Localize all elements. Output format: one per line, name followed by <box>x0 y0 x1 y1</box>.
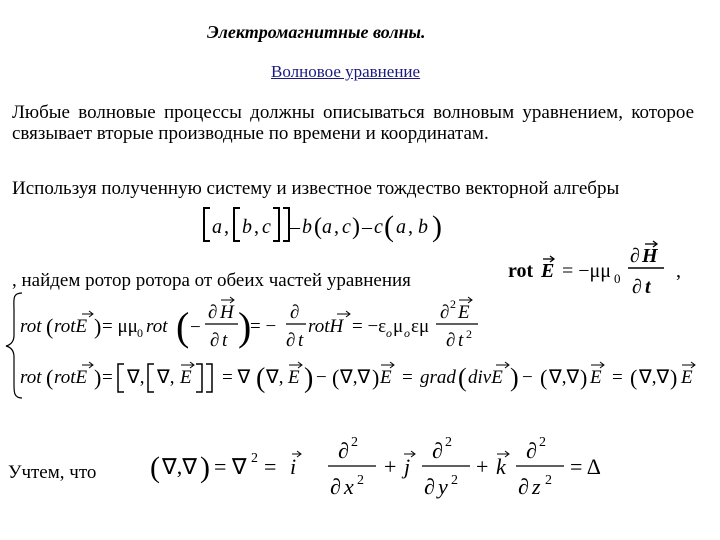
svg-text:rot: rot <box>20 367 42 388</box>
svg-text:=: = <box>102 367 113 388</box>
svg-text:E: E <box>180 367 192 388</box>
svg-text:∂: ∂ <box>338 438 349 463</box>
svg-text:(: ( <box>458 363 467 392</box>
svg-text:∂: ∂ <box>526 438 537 463</box>
svg-text:∂: ∂ <box>290 302 300 323</box>
svg-text:∇,∇: ∇,∇ <box>162 454 197 479</box>
svg-text:(: ( <box>176 304 190 349</box>
rot-rot-equation-1 <box>20 297 478 351</box>
svg-text:= ∇: = ∇ <box>214 454 247 479</box>
svg-text:rot: rot <box>20 316 42 337</box>
svg-text:): ) <box>94 365 102 390</box>
svg-text:i: i <box>290 454 297 479</box>
slide-title: Электромагнитные волны. <box>207 22 426 42</box>
svg-text:a: a <box>396 216 406 238</box>
svg-text:c: c <box>262 216 271 238</box>
svg-text:): ) <box>580 365 588 390</box>
svg-text:,: , <box>676 260 681 282</box>
svg-text:E: E <box>380 367 392 388</box>
svg-text:∂: ∂ <box>424 474 435 499</box>
svg-text:2: 2 <box>450 297 456 311</box>
svg-text:∇,∇: ∇,∇ <box>549 367 580 388</box>
svg-text:(: ( <box>46 314 54 339</box>
svg-text:2: 2 <box>351 435 358 450</box>
svg-text:2: 2 <box>466 327 472 341</box>
svg-text:= μμ: = μμ <box>102 316 138 337</box>
paragraph-vector-identity: Используя полученную систему и известное тождество векторной алгебры <box>12 178 620 199</box>
svg-text:∂: ∂ <box>330 474 341 499</box>
svg-text:E: E <box>458 302 470 323</box>
svg-text:): ) <box>432 210 442 243</box>
svg-text:2: 2 <box>251 451 258 466</box>
svg-text:): ) <box>94 314 102 339</box>
svg-text:E: E <box>681 367 693 388</box>
svg-text:∇,∇: ∇,∇ <box>639 367 670 388</box>
svg-text:∂: ∂ <box>518 474 529 499</box>
svg-text:E: E <box>288 367 300 388</box>
svg-text:,: , <box>334 216 339 238</box>
rot-rot-equation-2 <box>20 362 695 394</box>
svg-text:–: – <box>362 216 372 238</box>
svg-text:0: 0 <box>137 326 143 340</box>
svg-text:(: ( <box>540 365 548 390</box>
svg-text:): ) <box>304 363 314 394</box>
svg-text:2: 2 <box>445 435 452 450</box>
svg-text:2: 2 <box>539 435 546 450</box>
svg-text:=: = <box>612 367 623 388</box>
svg-text:b: b <box>418 216 428 238</box>
svg-text:∇,∇: ∇,∇ <box>340 367 371 388</box>
svg-text:x: x <box>344 474 354 499</box>
svg-text:,: , <box>224 216 229 238</box>
svg-text:=: = <box>264 454 277 479</box>
svg-text:divE: divE <box>468 367 503 388</box>
svg-text:(: ( <box>314 214 322 240</box>
svg-text:= −ε: = −ε <box>352 316 387 337</box>
svg-text:∂: ∂ <box>286 330 296 351</box>
svg-text:(: ( <box>630 365 638 390</box>
svg-text:j: j <box>404 454 411 479</box>
laplacian-formula <box>150 435 601 499</box>
svg-text:): ) <box>238 304 252 349</box>
svg-text:b: b <box>242 216 252 238</box>
svg-text:∂: ∂ <box>446 330 456 351</box>
svg-text:o: o <box>386 326 392 340</box>
svg-text:= −μμ: = −μμ <box>562 260 612 282</box>
svg-text:,: , <box>254 216 259 238</box>
svg-text:2: 2 <box>357 473 364 488</box>
svg-text:=: = <box>402 367 413 388</box>
svg-text:∂: ∂ <box>630 245 640 267</box>
svg-text:rot: rot <box>508 260 534 282</box>
svg-text:+: + <box>384 454 397 479</box>
svg-text:H: H <box>220 302 234 323</box>
svg-text:): ) <box>200 451 210 484</box>
svg-text:y: y <box>438 474 448 499</box>
svg-text:): ) <box>372 365 380 390</box>
svg-text:εμ: εμ <box>411 316 430 337</box>
svg-text:(: ( <box>384 210 394 243</box>
svg-text:rotE: rotE <box>54 367 88 388</box>
svg-text:k: k <box>496 454 506 479</box>
svg-text:a: a <box>212 216 222 238</box>
svg-text:–: – <box>290 216 300 238</box>
svg-text:∇,: ∇, <box>127 367 145 388</box>
paragraph-take-into-account: Учтем, что <box>8 462 97 483</box>
svg-text:t: t <box>222 330 228 351</box>
svg-text:E: E <box>541 260 555 282</box>
svg-text:∇,: ∇, <box>157 367 175 388</box>
svg-text:= Δ: = Δ <box>570 454 601 479</box>
svg-text:): ) <box>670 365 678 390</box>
svg-text:z: z <box>532 474 541 499</box>
svg-text:∇,: ∇, <box>266 367 284 388</box>
svg-text:0: 0 <box>614 271 621 286</box>
svg-text:b: b <box>302 216 312 238</box>
paragraph-rot-rot: , найдем ротор ротора от обеих частей уравнения <box>12 270 411 291</box>
svg-text:o: o <box>404 326 410 340</box>
svg-text:H: H <box>642 245 658 267</box>
svg-text:2: 2 <box>545 473 552 488</box>
svg-text:t: t <box>645 276 651 298</box>
vector-identity-formula <box>204 208 442 243</box>
svg-text:∂: ∂ <box>432 438 443 463</box>
svg-text:rotE: rotE <box>54 316 88 337</box>
slide-subtitle: Волновое уравнение <box>271 62 421 81</box>
svg-text:= −: = − <box>250 316 277 337</box>
svg-text:): ) <box>352 214 360 240</box>
svg-text:(: ( <box>46 365 54 390</box>
svg-text:+: + <box>476 454 489 479</box>
maxwell-equation-formula <box>508 241 681 298</box>
svg-text:(: ( <box>332 365 340 390</box>
svg-text:= ∇: = ∇ <box>222 367 251 388</box>
svg-text:c: c <box>342 216 351 238</box>
svg-text:grad: grad <box>420 367 456 388</box>
svg-text:): ) <box>510 363 519 392</box>
svg-text:μ: μ <box>393 316 404 337</box>
svg-text:∂: ∂ <box>210 330 220 351</box>
svg-text:2: 2 <box>451 473 458 488</box>
svg-text:(: ( <box>150 451 160 484</box>
svg-text:−: − <box>522 367 533 388</box>
svg-text:∂: ∂ <box>632 276 642 298</box>
paragraph-wave-processes: Любые волновые процессы должны описываться волновым уравнением, которое связывает вторые производные по времени и координатам. <box>12 102 694 144</box>
svg-text:−: − <box>190 317 201 338</box>
svg-text:∂: ∂ <box>440 302 450 323</box>
svg-text:(: ( <box>256 363 266 394</box>
svg-text:∂: ∂ <box>208 302 218 323</box>
svg-text:−: − <box>316 367 327 388</box>
svg-text:t: t <box>298 330 304 351</box>
svg-text:rot: rot <box>146 316 168 337</box>
svg-text:rotH: rotH <box>308 316 344 337</box>
svg-text:E: E <box>590 367 602 388</box>
svg-text:,: , <box>408 216 413 238</box>
svg-text:t: t <box>458 330 464 351</box>
svg-text:a: a <box>322 216 332 238</box>
svg-text:c: c <box>374 216 383 238</box>
